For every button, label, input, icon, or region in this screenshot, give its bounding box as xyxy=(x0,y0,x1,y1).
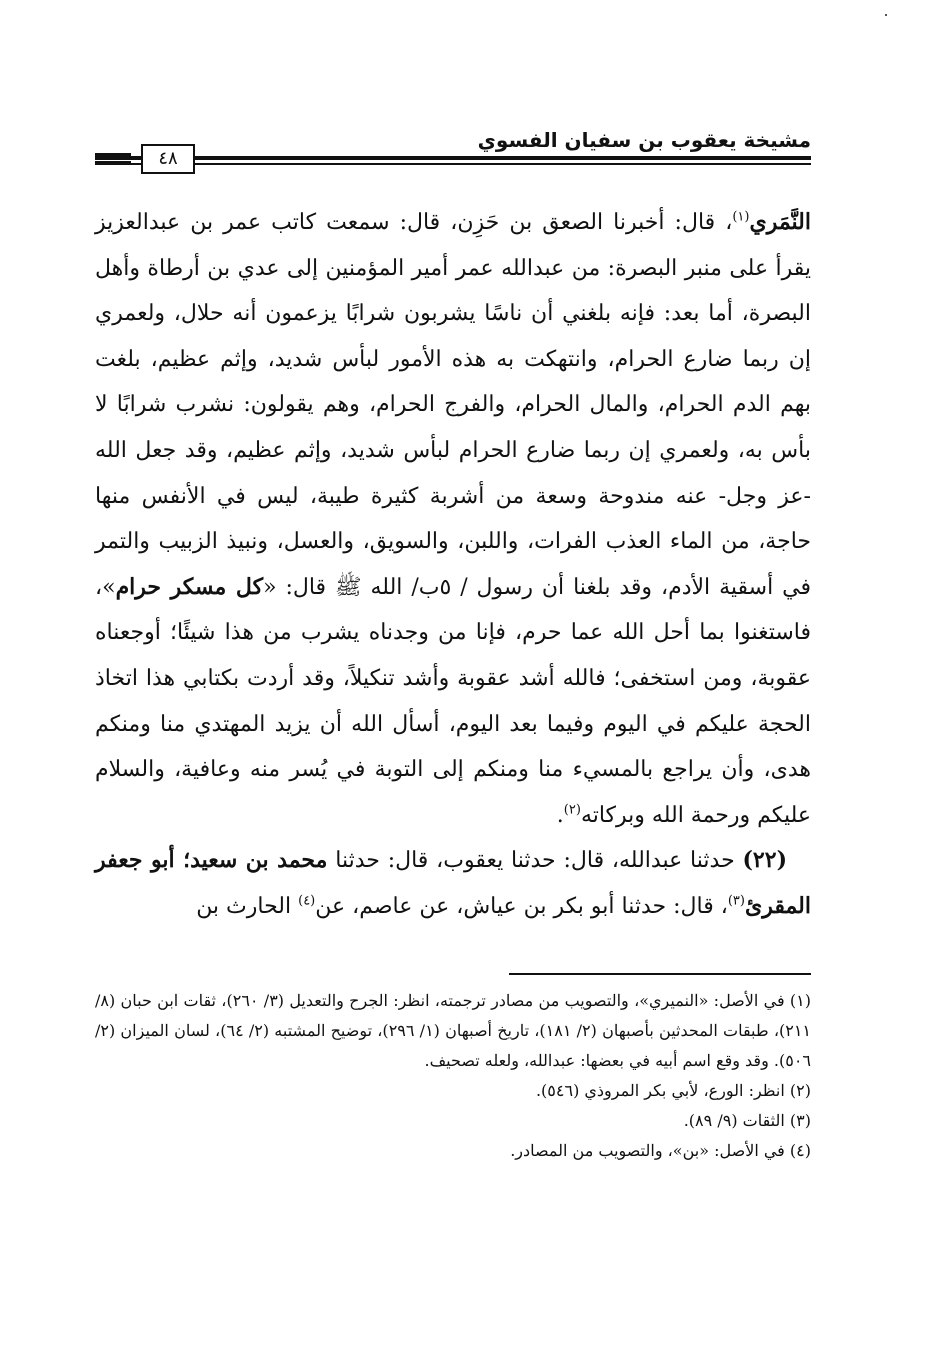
paragraph-text: . xyxy=(556,802,564,828)
narrator-name: محمد بن سعيد؛ أبو جعفر المقرئ xyxy=(95,847,811,919)
hadith-number: (٢٢) xyxy=(742,847,787,874)
footnote-ref: (٤) xyxy=(298,893,316,909)
footnote-2: (٢) انظر: الورع، لأبي بكر المروذي (٥٤٦). xyxy=(535,1081,811,1100)
paragraph-text: ، قال: أخبرنا الصعق بن حَزِن، قال: سمعت كاتب عمر بن عبدالعزيز يقرأ على منبر البصرة: من عبدالله عمر أمير المؤمنين إلى عدي بن أرطاة وأهل البصرة، أما بعد: فإنه بلغني أن ناسًا يشربون شرابًا يزعمون أنه حلال، ولعمري إن ربما ضارع الحرام، وانتهكت به هذه الأمور لبأس شديد، وإثم عظيم، بلغت بهم الدم الحرام، والمال الحرام، والفرج الحرام، وهم يقولون: نشرب شرابًا لا بأس به، ولعمري إن ربما ضارع الحرام لبأس شديد، وإثم عظيم، وقد جعل الله -عز وجل- عنه مندوحة وسعة من أشربة كثيرة طيبة، ليس في الأنفس منها حاجة، من الماء العذب الفرات، واللبن، والسويق، والعسل، ونبيذ الزبيب والتمر في أسقية الأدم، وقد بلغنا أن رسول / ٥ب/ الله ﷺ قال: « xyxy=(95,210,811,600)
main-text xyxy=(95,200,811,930)
footnote-ref: (١) xyxy=(732,209,750,225)
page-number-mark xyxy=(95,153,131,156)
scan-speck xyxy=(885,14,887,16)
paragraph-text: ، قال: حدثنا أبو بكر بن عياش، عن عاصم، عن xyxy=(315,893,728,919)
paragraph-2 xyxy=(95,838,811,929)
footnote-1: (١) في الأصل: «النميري»، والتصويب من مصادر ترجمته، انظر: الجرح والتعديل (٣/ ٢٦٠)، ثقات ابن حبان (٨/ ٢١١)، طبقات المحدثين بأصبهان (٢/ ١٨١)، تاريخ أصبهان (١/ ٢٩٦)، توضيح المشتبه (٢/ ٦٤)، لسان الميزان (٢/ ٥٠٦). وقد وقع اسم أبيه في بعضها: عبدالله، ولعله تصحيف. xyxy=(95,991,812,1070)
header-rule-thick xyxy=(95,156,811,160)
page-number-mark xyxy=(95,161,131,164)
footnote-4: (٤) في الأصل: «بن»، والتصويب من المصادر. xyxy=(510,1141,811,1160)
header-rule-thin xyxy=(95,163,811,165)
footnote-ref: (٢) xyxy=(563,802,581,818)
footnote-separator xyxy=(509,973,811,975)
narrator-name: النَّمَري xyxy=(749,209,811,235)
paragraph-1 xyxy=(95,200,811,838)
running-title: مشيخة يعقوب بن سفيان الفسوي xyxy=(477,128,811,152)
footnotes xyxy=(95,986,811,1166)
paragraph-text: حدثنا عبدالله، قال: حدثنا يعقوب، قال: حدثنا xyxy=(327,848,743,874)
paragraph-text: »، فاستغنوا بما أحل الله عما حرم، فإنا من وجدناه يشرب من هذا شيئًا؛ أوجعناه عقوبة، ومن استخفى؛ فالله أشد عقوبة وأشد تنكيلاً، وقد أردت بكتابي هذا اتخاذ الحجة عليكم في اليوم وفيما بعد اليوم، أسأل الله أن يزيد المهتدي منا ومنكم هدى، وأن يراجع بالمسيء منا ومنكم إلى التوبة في يُسر منه وعافية، والسلام عليكم ورحمة الله وبركاته xyxy=(95,574,811,828)
paragraph-text: الحارث بن xyxy=(196,893,299,919)
footnote-3: (٣) الثقات (٩/ ٨٩). xyxy=(683,1111,811,1130)
page-header xyxy=(95,128,811,178)
page-number: ٤٨ xyxy=(141,144,195,174)
hadith-quote: كل مسكر حرام xyxy=(115,573,264,600)
footnote-ref: (٣) xyxy=(727,893,745,909)
